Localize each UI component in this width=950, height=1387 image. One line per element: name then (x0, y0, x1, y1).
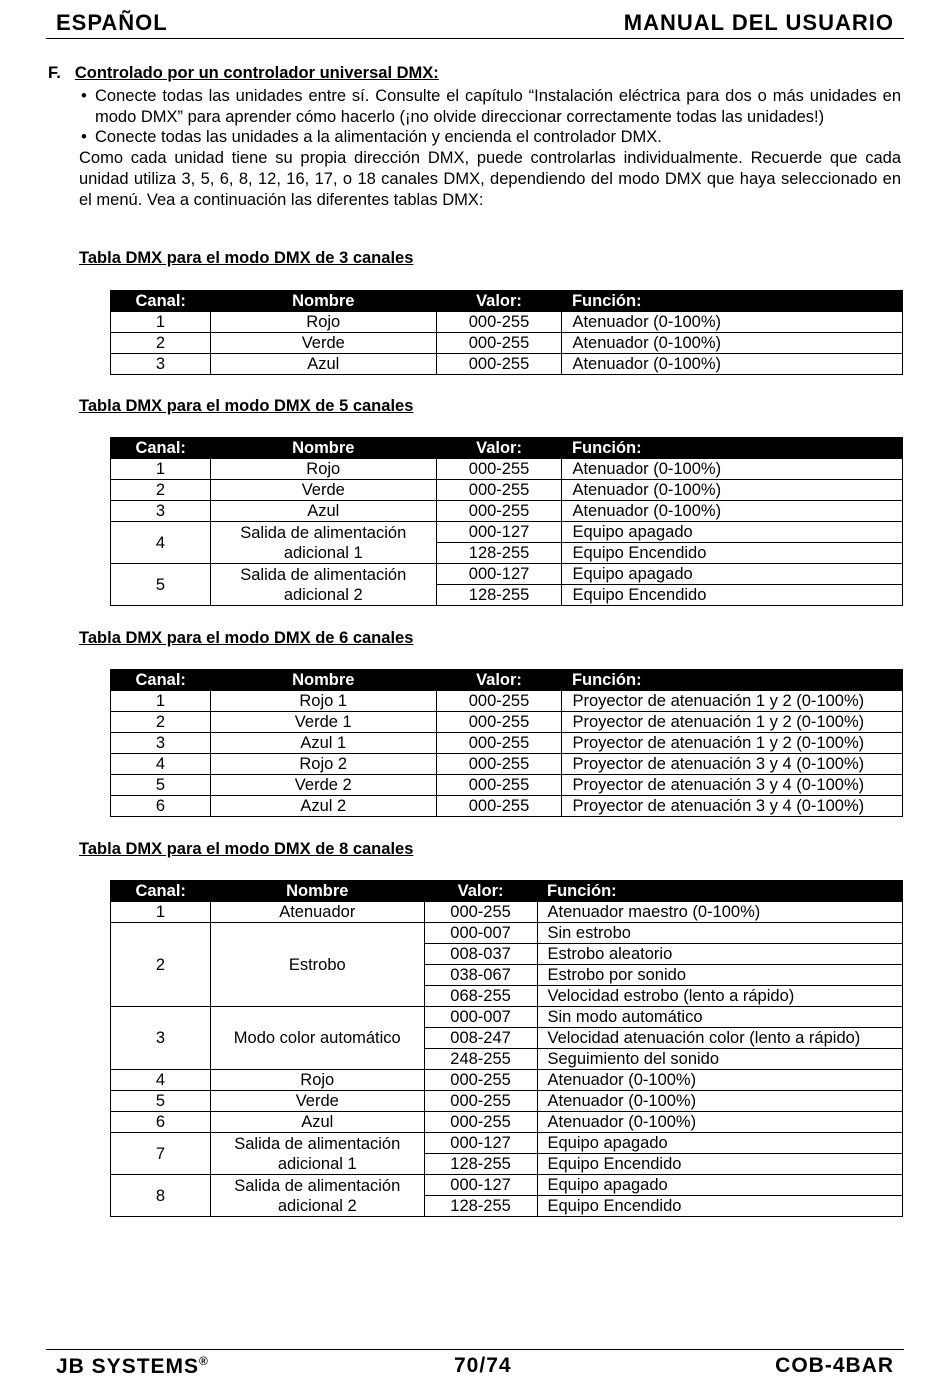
function-cell: Equipo apagado (562, 564, 903, 585)
table-row (111, 1112, 903, 1133)
table-row (111, 775, 903, 796)
channel-cell: 3 (111, 733, 211, 754)
name-cell: Salida de alimentación adicional 1 (210, 522, 436, 564)
header-language: ESPAÑOL (56, 10, 168, 35)
channel-cell: 5 (111, 564, 211, 606)
name-cell: Azul 1 (210, 733, 436, 754)
column-header: Función: (562, 291, 903, 312)
footer-brand: JB SYSTEMS® (56, 1354, 209, 1378)
value-cell: 000-127 (436, 522, 562, 543)
table-row (111, 354, 903, 375)
value-cell: 000-255 (436, 733, 562, 754)
table-row (111, 754, 903, 775)
column-header: Valor: (436, 670, 562, 691)
channel-cell: 3 (111, 501, 211, 522)
function-cell: Velocidad estrobo (lento a rápido) (537, 986, 903, 1007)
name-cell: Azul (210, 1112, 424, 1133)
value-cell: 000-255 (436, 691, 562, 712)
value-cell: 000-255 (436, 754, 562, 775)
function-cell: Atenuador (0-100%) (562, 333, 903, 354)
name-cell: Verde (210, 1091, 424, 1112)
table-row (111, 1070, 903, 1091)
table-row (111, 1007, 903, 1028)
section-letter: F. (48, 64, 61, 82)
function-cell: Estrobo aleatorio (537, 944, 903, 965)
value-cell: 000-007 (424, 1007, 537, 1028)
column-header: Función: (562, 438, 903, 459)
table-row (111, 902, 903, 923)
function-cell: Atenuador (0-100%) (562, 480, 903, 501)
value-cell: 000-255 (436, 775, 562, 796)
value-cell: 000-127 (436, 564, 562, 585)
value-cell: 000-255 (436, 312, 562, 333)
function-cell: Equipo apagado (537, 1175, 903, 1196)
function-cell: Atenuador (0-100%) (537, 1112, 903, 1133)
table-header-row (111, 670, 903, 691)
section-title: Controlado por un controlador universal DMX: (74, 64, 439, 82)
column-header: Valor: (424, 881, 537, 902)
table-row (111, 1175, 903, 1196)
function-cell: Proyector de atenuación 3 y 4 (0-100%) (562, 754, 903, 775)
column-header: Canal: (111, 670, 211, 691)
function-cell: Atenuador (0-100%) (537, 1070, 903, 1091)
function-cell: Atenuador maestro (0-100%) (537, 902, 903, 923)
value-cell: 000-255 (436, 501, 562, 522)
name-cell: Verde (210, 480, 436, 501)
function-cell: Equipo Encendido (562, 543, 903, 564)
table-row (111, 712, 903, 733)
name-cell: Atenuador (210, 902, 424, 923)
table-row (111, 733, 903, 754)
page-header (46, 8, 904, 39)
function-cell: Proyector de atenuación 1 y 2 (0-100%) (562, 691, 903, 712)
table-header-row (111, 881, 903, 902)
table-row (111, 501, 903, 522)
table-row (111, 480, 903, 501)
channel-cell: 3 (111, 354, 211, 375)
function-cell: Equipo Encendido (537, 1196, 903, 1217)
footer-page-number: 70/74 (454, 1354, 512, 1377)
function-cell: Velocidad atenuación color (lento a rápido) (537, 1028, 903, 1049)
channel-cell: 4 (111, 522, 211, 564)
name-cell: Rojo 1 (210, 691, 436, 712)
column-header: Función: (537, 881, 903, 902)
channel-cell: 6 (111, 796, 211, 817)
function-cell: Atenuador (0-100%) (562, 312, 903, 333)
table-row (111, 1133, 903, 1154)
body-paragraph: Como cada unidad tiene su propia dirección DMX, puede controlarlas individualmente. Recuerde que cada unidad utiliza 3, 5, 6, 8, 12, 16, 17, o 18 canales DMX, dependiendo del modo DMX que haya seleccionado en el menú. Vea a continuación las diferentes tablas DMX: (79, 149, 901, 209)
column-header: Función: (562, 670, 903, 691)
name-cell: Verde 1 (210, 712, 436, 733)
column-header: Valor: (436, 291, 562, 312)
function-cell: Estrobo por sonido (537, 965, 903, 986)
value-cell: 008-037 (424, 944, 537, 965)
channel-cell: 4 (111, 754, 211, 775)
function-cell: Proyector de atenuación 3 y 4 (0-100%) (562, 796, 903, 817)
table-title: Tabla DMX para el modo DMX de 5 canales (79, 397, 414, 415)
table-row (111, 312, 903, 333)
name-cell: Verde 2 (210, 775, 436, 796)
dmx-table-5ch (110, 437, 903, 606)
column-header: Canal: (111, 881, 211, 902)
function-cell: Atenuador (0-100%) (537, 1091, 903, 1112)
header-title: MANUAL DEL USUARIO (623, 10, 894, 35)
value-cell: 000-255 (424, 1091, 537, 1112)
value-cell: 000-127 (424, 1133, 537, 1154)
table-row (111, 564, 903, 585)
column-header: Canal: (111, 438, 211, 459)
section-heading (48, 64, 439, 83)
channel-cell: 1 (111, 902, 211, 923)
function-cell: Atenuador (0-100%) (562, 354, 903, 375)
channel-cell: 2 (111, 712, 211, 733)
name-cell: Azul (210, 354, 436, 375)
table-row (111, 796, 903, 817)
name-cell: Rojo (210, 312, 436, 333)
dmx-table-8ch (110, 880, 903, 1217)
value-cell: 000-255 (436, 459, 562, 480)
channel-cell: 1 (111, 459, 211, 480)
bullet-item: • Conecte todas las unidades entre sí. Consulte el capítulo “Instalación eléctrica para dos o más unidades en modo DMX” para aprender cómo hacerlo (¡no olvide direccionar correctamente todas las unidades!) (79, 86, 901, 127)
function-cell: Equipo Encendido (537, 1154, 903, 1175)
value-cell: 000-255 (436, 333, 562, 354)
name-cell: Azul (210, 501, 436, 522)
value-cell: 000-255 (436, 480, 562, 501)
channel-cell: 5 (111, 1091, 211, 1112)
name-cell: Salida de alimentación adicional 2 (210, 564, 436, 606)
table-title: Tabla DMX para el modo DMX de 6 canales (79, 629, 414, 647)
name-cell: Rojo 2 (210, 754, 436, 775)
value-cell: 000-127 (424, 1175, 537, 1196)
table-row (111, 923, 903, 944)
channel-cell: 5 (111, 775, 211, 796)
section-body (79, 86, 901, 210)
table-title: Tabla DMX para el modo DMX de 8 canales (79, 840, 414, 858)
name-cell: Rojo (210, 459, 436, 480)
column-header: Valor: (436, 438, 562, 459)
function-cell: Proyector de atenuación 1 y 2 (0-100%) (562, 712, 903, 733)
table-row (111, 333, 903, 354)
value-cell: 000-255 (436, 796, 562, 817)
value-cell: 000-255 (436, 354, 562, 375)
channel-cell: 8 (111, 1175, 211, 1217)
page-footer (46, 1349, 904, 1382)
value-cell: 128-255 (424, 1154, 537, 1175)
channel-cell: 1 (111, 691, 211, 712)
channel-cell: 4 (111, 1070, 211, 1091)
name-cell: Rojo (210, 1070, 424, 1091)
table-row (111, 522, 903, 543)
function-cell: Equipo apagado (537, 1133, 903, 1154)
function-cell: Atenuador (0-100%) (562, 501, 903, 522)
channel-cell: 3 (111, 1007, 211, 1070)
table-title: Tabla DMX para el modo DMX de 3 canales (79, 249, 414, 267)
function-cell: Atenuador (0-100%) (562, 459, 903, 480)
value-cell: 128-255 (436, 585, 562, 606)
column-header: Nombre (210, 881, 424, 902)
value-cell: 000-007 (424, 923, 537, 944)
channel-cell: 2 (111, 480, 211, 501)
bullet-item: • Conecte todas las unidades a la alimentación y encienda el controlador DMX. (79, 127, 901, 148)
value-cell: 248-255 (424, 1049, 537, 1070)
table-header-row (111, 291, 903, 312)
channel-cell: 2 (111, 333, 211, 354)
name-cell: Modo color automático (210, 1007, 424, 1070)
value-cell: 068-255 (424, 986, 537, 1007)
function-cell: Sin estrobo (537, 923, 903, 944)
value-cell: 008-247 (424, 1028, 537, 1049)
name-cell: Verde (210, 333, 436, 354)
function-cell: Proyector de atenuación 1 y 2 (0-100%) (562, 733, 903, 754)
function-cell: Equipo apagado (562, 522, 903, 543)
value-cell: 000-255 (436, 712, 562, 733)
column-header: Canal: (111, 291, 211, 312)
table-header-row (111, 438, 903, 459)
function-cell: Proyector de atenuación 3 y 4 (0-100%) (562, 775, 903, 796)
table-row (111, 691, 903, 712)
function-cell: Sin modo automático (537, 1007, 903, 1028)
value-cell: 128-255 (424, 1196, 537, 1217)
value-cell: 000-255 (424, 902, 537, 923)
name-cell: Salida de alimentación adicional 1 (210, 1133, 424, 1175)
value-cell: 000-255 (424, 1112, 537, 1133)
dmx-table-3ch (110, 290, 903, 375)
name-cell: Azul 2 (210, 796, 436, 817)
channel-cell: 2 (111, 923, 211, 1007)
table-row (111, 1091, 903, 1112)
column-header: Nombre (210, 291, 436, 312)
name-cell: Estrobo (210, 923, 424, 1007)
dmx-table-6ch (110, 669, 903, 817)
value-cell: 128-255 (436, 543, 562, 564)
function-cell: Equipo Encendido (562, 585, 903, 606)
channel-cell: 6 (111, 1112, 211, 1133)
value-cell: 038-067 (424, 965, 537, 986)
footer-model: COB-4BAR (775, 1354, 894, 1377)
channel-cell: 1 (111, 312, 211, 333)
name-cell: Salida de alimentación adicional 2 (210, 1175, 424, 1217)
table-row (111, 459, 903, 480)
column-header: Nombre (210, 438, 436, 459)
channel-cell: 7 (111, 1133, 211, 1175)
function-cell: Seguimiento del sonido (537, 1049, 903, 1070)
value-cell: 000-255 (424, 1070, 537, 1091)
column-header: Nombre (210, 670, 436, 691)
